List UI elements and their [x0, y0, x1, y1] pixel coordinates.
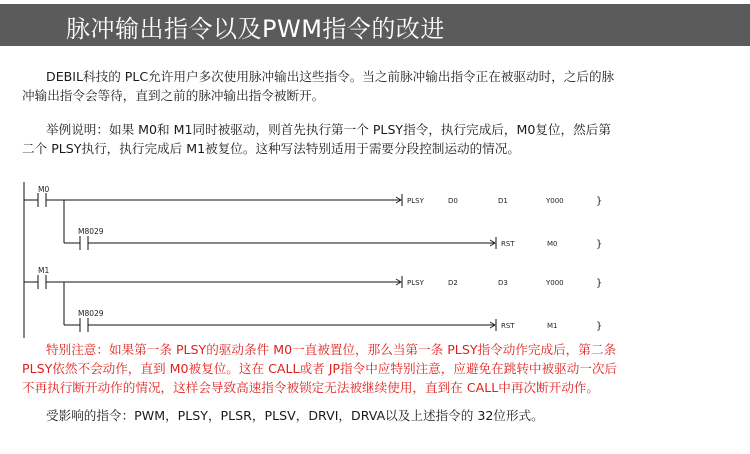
instruction-end-bracket: } — [596, 321, 603, 332]
affected-instructions-line: 受影响的指令：PWM，PLSY，PLSR，PLSV，DRVI，DRVA以及上述指令的 32位形式。 — [46, 408, 544, 423]
intro-paragraph-line-1: DEBIL科技的 PLC允许用户多次使用脉冲输出这些指令。当之前脉冲输出指令正在被驱动时，之后的脉 — [46, 69, 615, 84]
operand-2: D1 — [498, 197, 508, 205]
contact-label: M8029 — [78, 227, 104, 236]
example-paragraph-line-2: 二个 PLSY执行，执行完成后 M1被复位。这种写法特别适用于需要分段控制运动的情况。 — [22, 141, 520, 156]
operand-1: D0 — [448, 197, 458, 205]
warning-note-line-3: 不再执行断开动作的情况，这样会导致高速指令被锁定无法被继续使用，直到在 CALL中再次断开动作。 — [22, 380, 599, 395]
warning-note-line-2: PLSY依然不会动作，直到 M0被复位。这在 CALL或者 JP指令中应特别注意，应避免在跳转中被驱动一次后 — [22, 361, 618, 376]
intro-paragraph-line-2: 冲输出指令会等待，直到之前的脉冲输出指令被断开。 — [22, 88, 325, 103]
page-title: 脉冲输出指令以及PWM指令的改进 — [66, 15, 445, 43]
contact-label: M0 — [38, 185, 50, 194]
operand-1: M1 — [547, 322, 558, 330]
example-paragraph-line-1: 举例说明：如果 M0和 M1同时被驱动，则首先执行第一个 PLSY指令，执行完成后，M0复位，然后第 — [46, 122, 611, 137]
contact-label: M8029 — [78, 309, 104, 318]
ladder-rung-2 — [64, 200, 602, 250]
operand-3: Y000 — [546, 279, 564, 287]
instruction-name: PLSY — [407, 279, 424, 287]
instruction-name: PLSY — [407, 197, 424, 205]
ladder-rung-1 — [24, 185, 602, 207]
operand-3: Y000 — [546, 197, 564, 205]
contact-label: M1 — [38, 266, 50, 275]
operand-2: D3 — [498, 279, 508, 287]
operand-1: M0 — [547, 240, 558, 248]
instruction-name: RST — [501, 322, 515, 330]
ladder-rung-3 — [24, 266, 602, 289]
instruction-end-bracket: } — [596, 196, 603, 207]
instruction-end-bracket: } — [596, 278, 603, 289]
operand-1: D2 — [448, 279, 458, 287]
instruction-end-bracket: } — [596, 239, 603, 250]
ladder-rung-4 — [64, 282, 602, 332]
warning-note-line-1: 特别注意：如果第一条 PLSY的驱动条件 M0一直被置位，那么当第一条 PLSY指令动作完成后，第二条 — [46, 342, 617, 357]
instruction-name: RST — [501, 240, 515, 248]
